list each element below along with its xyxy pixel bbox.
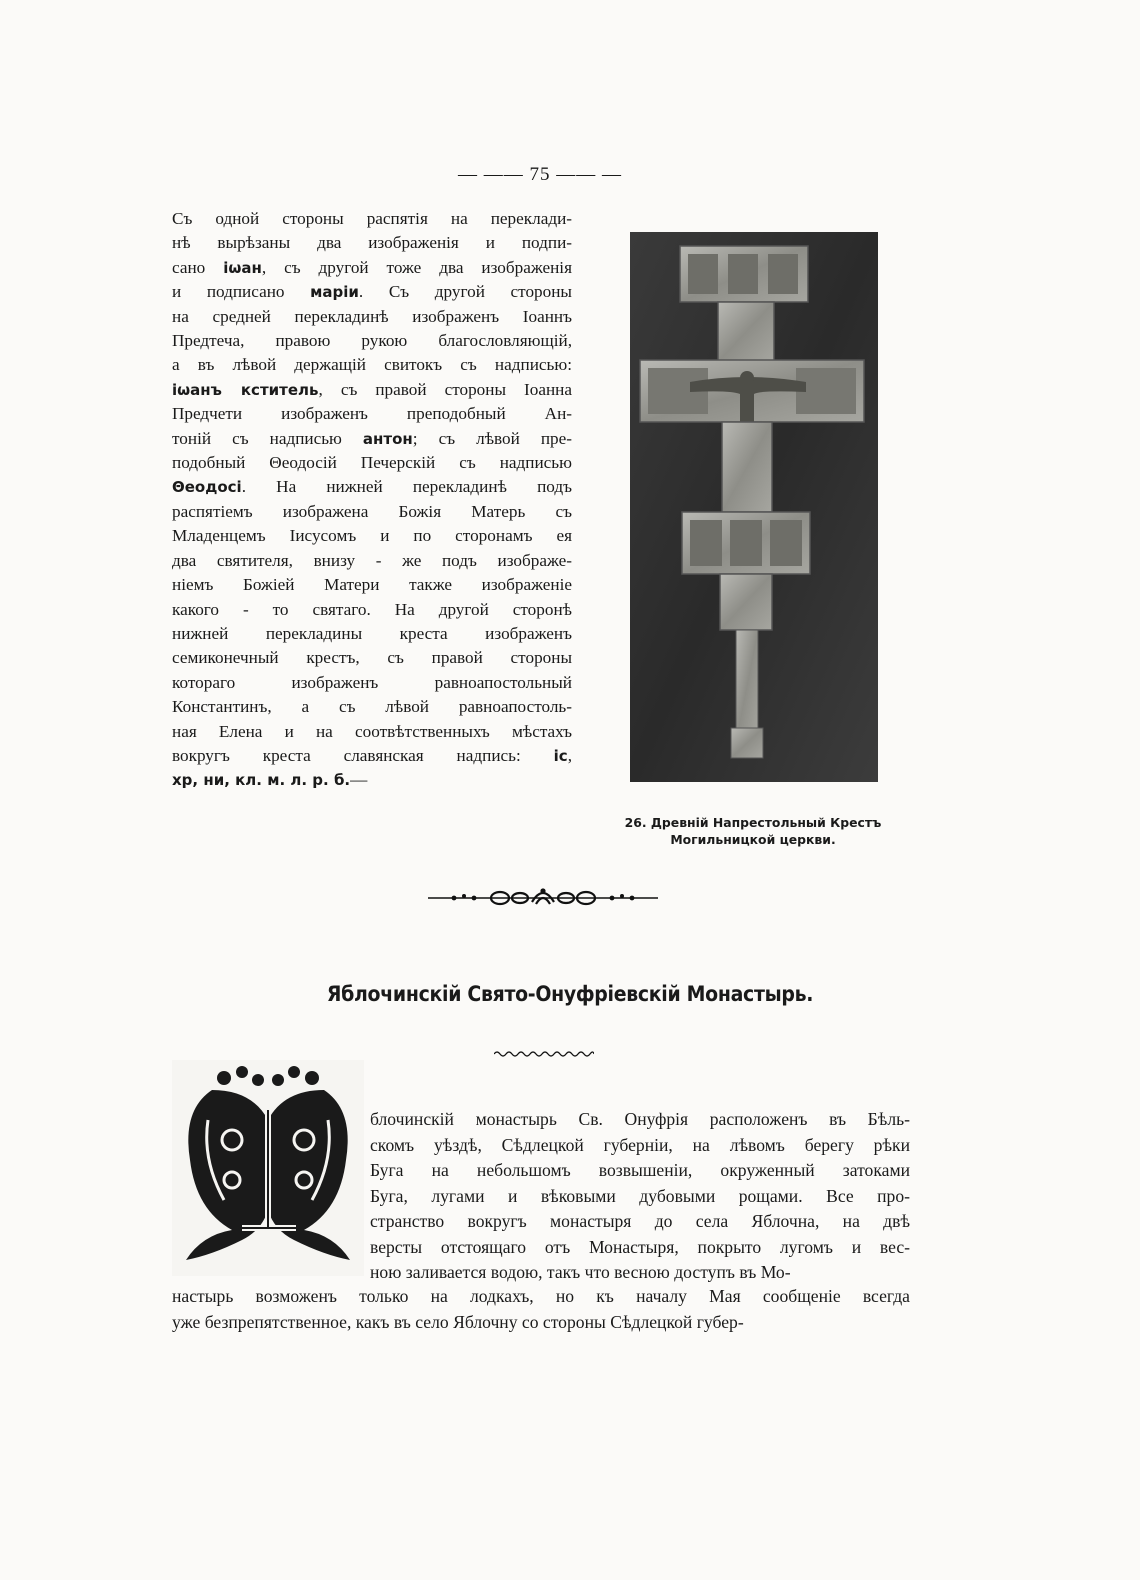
text-line: семиконечный крестъ, съ правой стороны <box>172 648 572 668</box>
slavonic-inscription: антон <box>362 429 413 448</box>
text-line: какого - то святаго. На другой сторонѣ <box>172 599 572 619</box>
text-line: подобный Θеодосій Печерскій съ надписью <box>172 453 572 473</box>
slavonic-inscription: іωанъ кститель <box>172 380 319 399</box>
left-text-column <box>172 207 572 793</box>
section-heading: Яблочинскій Свято-Онуфріевскій Монастырь. <box>326 982 814 1006</box>
text-line: нижней перекладины креста изображенъ <box>172 623 572 643</box>
text-line: Съ одной стороны распятія на переклади- <box>172 209 572 228</box>
text-line: версты отстоящаго отъ Монастыря, покрыто лугомъ и вес- <box>370 1236 910 1257</box>
figure-caption-line1: 26. Древній Напрестольный Крестъ <box>624 815 882 830</box>
slavonic-inscription: іс <box>553 746 568 765</box>
wavy-rule <box>494 1049 594 1059</box>
cross-photograph <box>630 232 878 782</box>
text-line: Предтеча, правою рукою благословляющій, <box>172 331 572 351</box>
text-line: и подписано маріи. Съ другой стороны <box>172 282 572 302</box>
text-line: ная Елена и на соотвѣтственныхъ мѣстахъ <box>172 721 572 741</box>
text-line: ніемъ Божіей Матери также изображеніе <box>172 575 572 595</box>
slavonic-inscription: іωан <box>223 258 262 277</box>
text-line: два святителя, внизу - же подъ изображе- <box>172 550 572 570</box>
page-number: — —— 75 —— — <box>458 164 622 185</box>
text-line: Буга на небольшомъ возвышеніи, окруженный затоками <box>370 1160 910 1180</box>
slavonic-inscription: маріи <box>310 283 359 302</box>
decorative-initial <box>172 1060 364 1276</box>
text-line: настырь возможенъ только на лодкахъ, но къ началу Мая сообщеніе всегда <box>172 1286 910 1306</box>
text-line: Θеодосі. На нижней перекладинѣ подъ <box>172 477 572 497</box>
slavonic-inscription: Θеодосі <box>172 478 242 497</box>
text-line: уже безпрепятственное, какъ въ село Яблочну со стороны Сѣдлецкой губер- <box>172 1311 744 1332</box>
text-line: а въ лѣвой держащій свитокъ съ надписью: <box>172 355 572 375</box>
paragraph-continued <box>172 1284 910 1335</box>
figure-caption-line2: Могильницкой церкви. <box>670 832 836 847</box>
text-line: странство вокругъ монастыря до села Яблочна, на двѣ <box>370 1211 910 1231</box>
text-line: распятіемъ изображена Божія Матерь съ <box>172 501 572 521</box>
paragraph-wrapped <box>370 1107 910 1286</box>
text-line: Предчети изображенъ преподобный Ан- <box>172 404 572 424</box>
figure-caption <box>598 814 908 848</box>
text-line: вокругъ креста славянская надпись: іс, <box>172 745 572 765</box>
text-line: скомъ уѣздѣ, Сѣдлецкой губерніи, на лѣвомъ берегу рѣки <box>370 1134 910 1155</box>
text-line: блочинскій монастырь Св. Онуфрія расположенъ въ Бѣль- <box>370 1109 910 1129</box>
text-line: іωанъ кститель, съ правой стороны Іоанна <box>172 379 572 399</box>
text-line: Буга, лугами и вѣковыми дубовыми рощами. Все про- <box>370 1185 910 1206</box>
slavonic-inscription: хр, ни, кл. м. л. р. б. <box>172 771 351 790</box>
text-line: нѣ вырѣзаны два изображенія и подпи- <box>172 233 572 253</box>
text-line: Константинъ, а съ лѣвой равноапостоль- <box>172 697 572 717</box>
text-line: хр, ни, кл. м. л. р. б.— <box>172 770 368 790</box>
text-line: сано іωан, съ другой тоже два изображенія <box>172 257 572 277</box>
text-line: котораго изображенъ равноапостольный <box>172 672 572 692</box>
text-line: на средней перекладинѣ изображенъ Іоаннъ <box>172 306 572 326</box>
text-line: ною заливается водою, такъ что весною доступъ въ Мо- <box>370 1262 791 1282</box>
text-line: тоній съ надписью антон; съ лѣвой пре- <box>172 428 572 448</box>
text-line: Младенцемъ Іисусомъ и по сторонамъ ея <box>172 526 572 546</box>
ornamental-divider <box>428 886 658 908</box>
